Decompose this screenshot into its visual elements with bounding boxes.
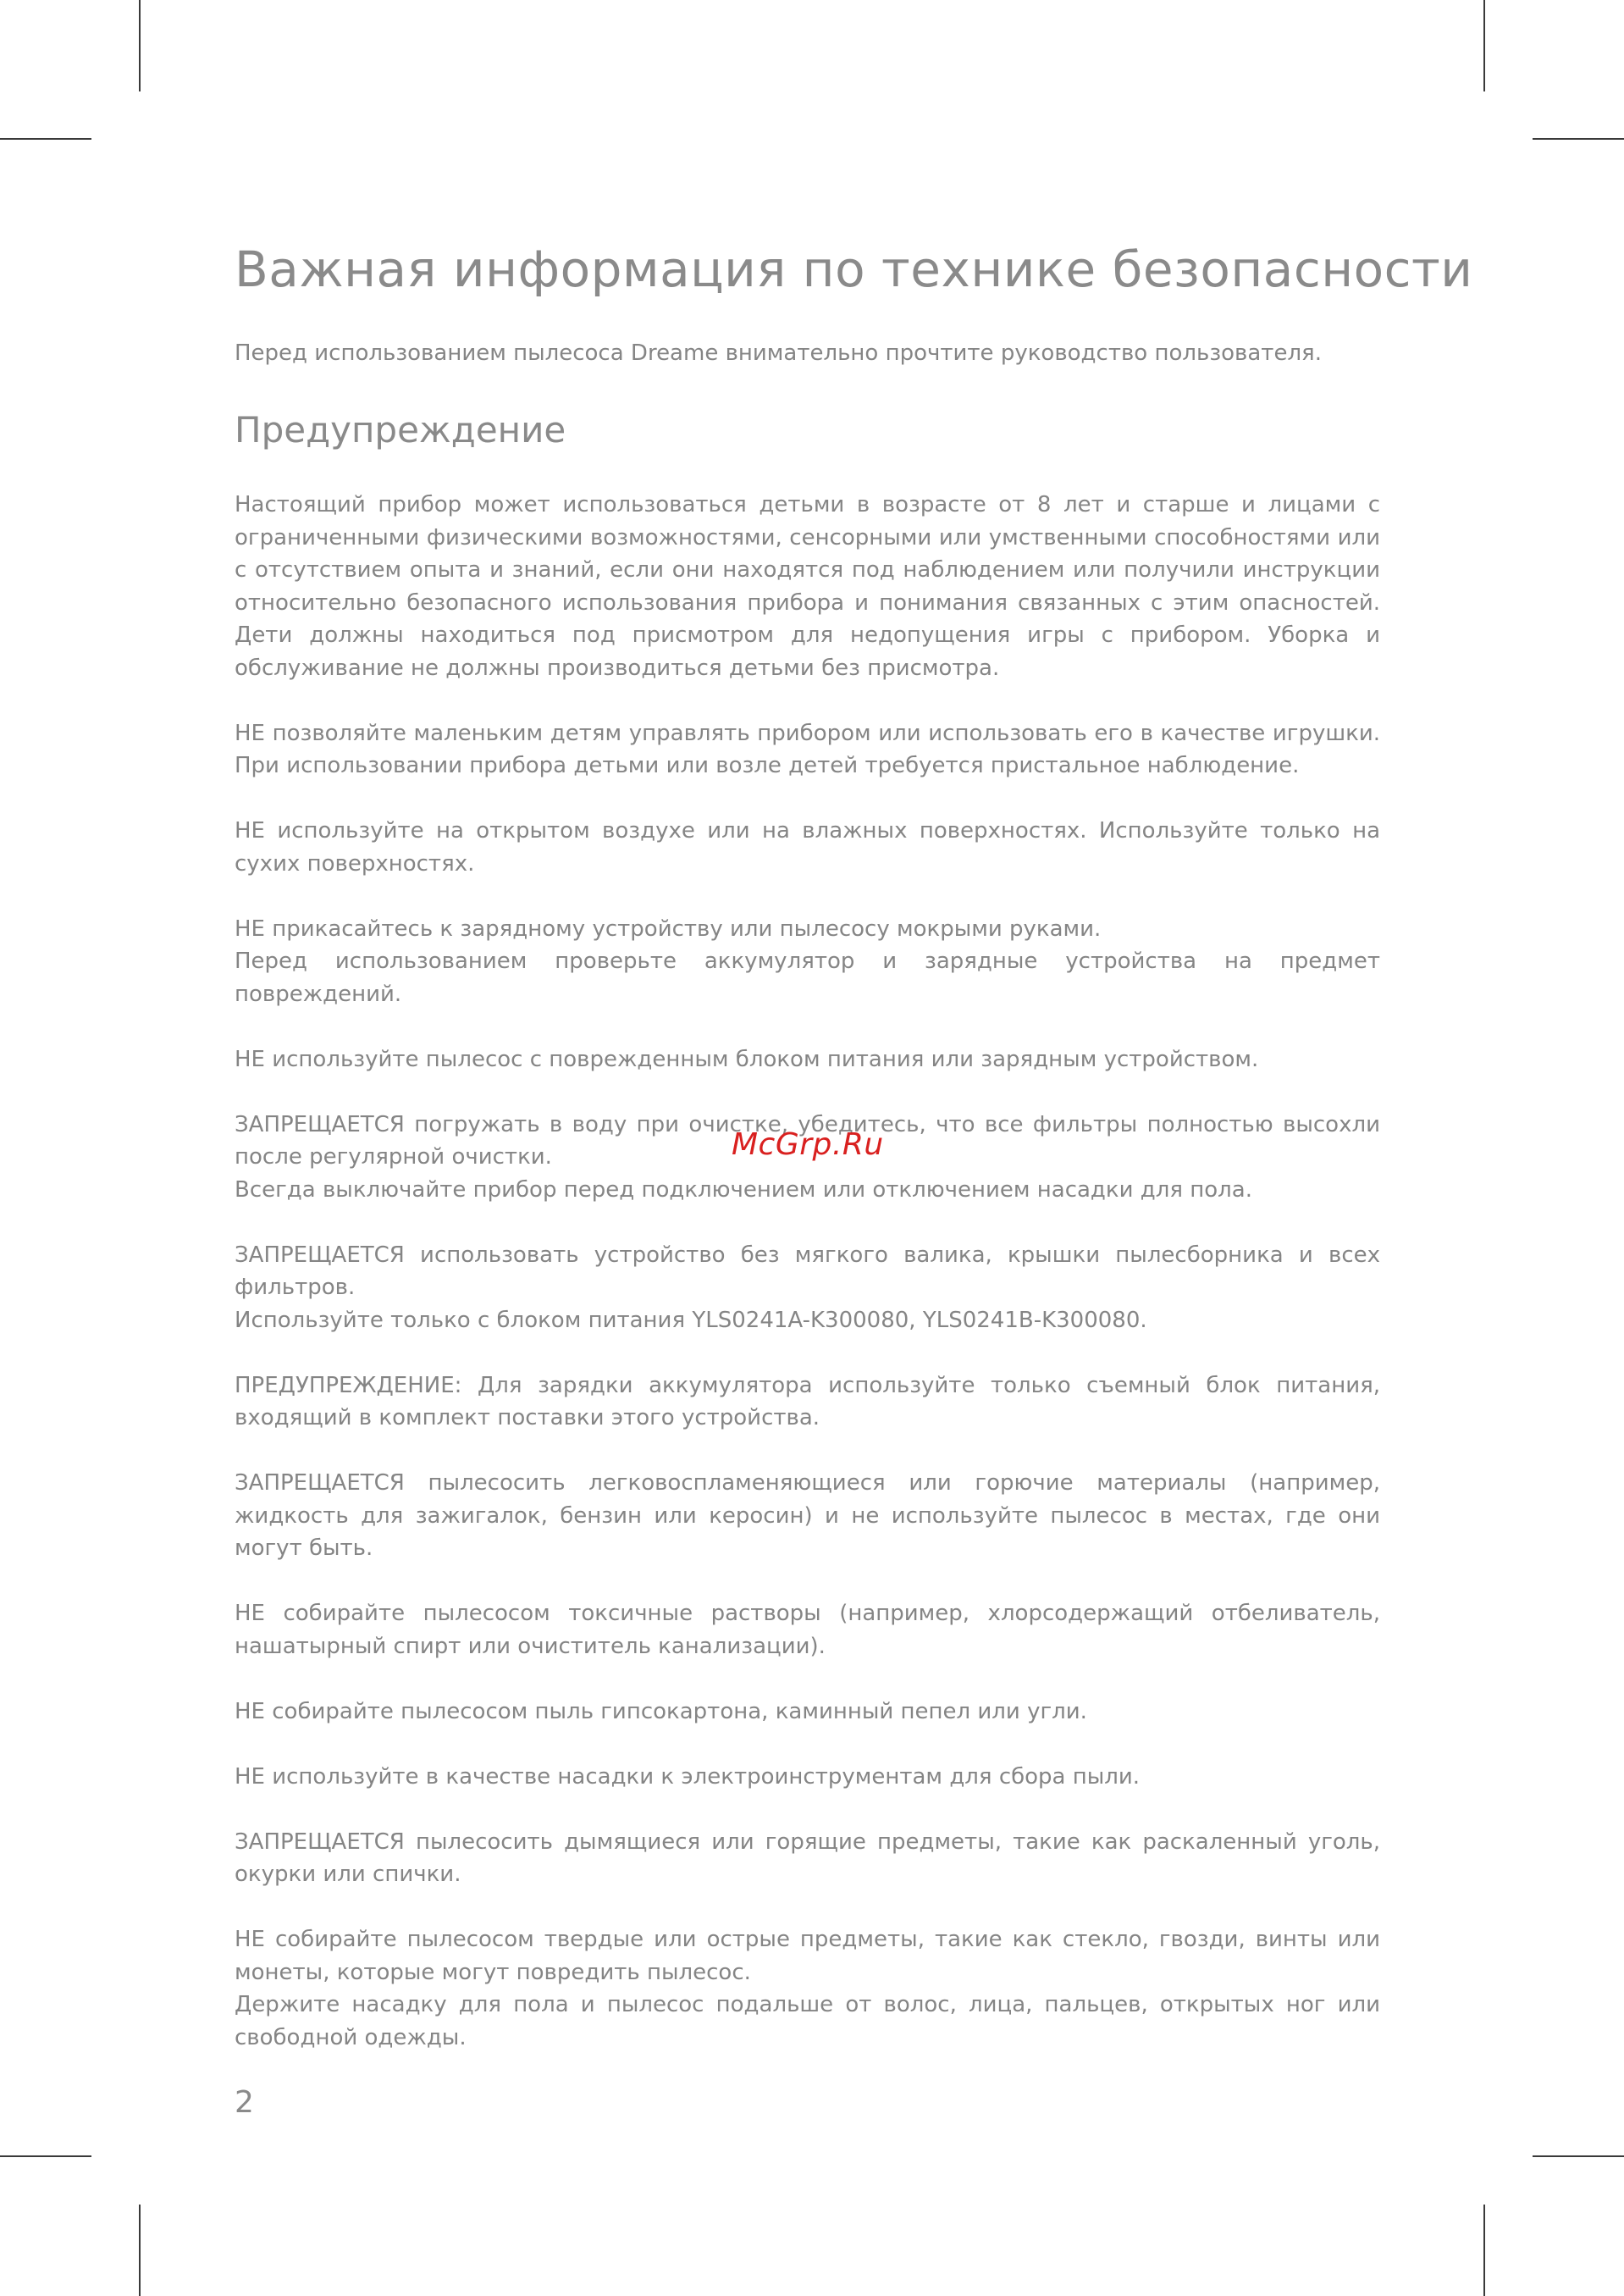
crop-mark-bottom-right-vertical	[1483, 2205, 1485, 2296]
paragraph-line: Держите насадку для пола и пылесос подальше от волос, лица, пальцев, открытых ног или свободной одежды.	[235, 1992, 1380, 2050]
crop-mark-bottom-right-horizontal	[1533, 2155, 1624, 2157]
paragraph-line: ЗАПРЕЩАЕТСЯ пылесосить дымящиеся или горящие предметы, такие как раскаленный уголь, окурки или спички.	[235, 1829, 1380, 1887]
warning-paragraph	[235, 815, 1380, 880]
warning-paragraph	[235, 717, 1380, 783]
warning-paragraph	[235, 489, 1380, 684]
paragraph-line: НЕ прикасайтесь к зарядному устройству или пылесосу мокрыми руками.	[235, 916, 1102, 942]
section-heading-warning: Предупреждение	[235, 409, 566, 451]
paragraph-line: Перед использованием проверьте аккумулятор и зарядные устройства на предмет повреждений.	[235, 949, 1380, 1007]
paragraph-line: ЗАПРЕЩАЕТСЯ пылесосить легковоспламеняющиеся или горючие материалы (например, жидкость для зажигалок, бензин или керосин) и не используйте пылесос в местах, где они могут быть.	[235, 1470, 1380, 1561]
page-number: 2	[235, 2085, 254, 2120]
paragraph-line: ЗАПРЕЩАЕТСЯ использовать устройство без мягкого валика, крышки пылесборника и всех фильтров.	[235, 1242, 1380, 1300]
paragraph-line: Настоящий прибор может использоваться детьми в возрасте от 8 лет и старше и лицами с ограниченными физическими возможностями, сенсорными или умственными способностями или с отсутствием опыта и знаний, если они находятся под наблюдением или получили инструкции относительно безопасного использования прибора и понимания связанных с этим опасностей. Дети должны находиться под присмотром для недопущения игры с прибором. Уборка и обслуживание не должны производиться детьми без присмотра.	[235, 492, 1380, 681]
paragraph-line: ЗАПРЕЩАЕТСЯ погружать в воду при очистке, убедитесь, что все фильтры полностью высохли после регулярной очистки.	[235, 1111, 1380, 1170]
crop-mark-top-right-vertical	[1483, 0, 1485, 91]
paragraph-line: НЕ используйте в качестве насадки к электроинструментам для сбора пыли.	[235, 1763, 1141, 1790]
warning-paragraph	[235, 1597, 1380, 1663]
paragraph-line: НЕ используйте пылесос с поврежденным блоком питания или зарядным устройством.	[235, 1046, 1259, 1072]
paragraph-line: НЕ позволяйте маленьким детям управлять прибором или использовать его в качестве игрушки. При использовании прибора детьми или возле детей требуется пристальное наблюдение.	[235, 720, 1380, 778]
warning-paragraph	[235, 1043, 1380, 1076]
paragraph-line: Всегда выключайте прибор перед подключением или отключением насадки для пола.	[235, 1176, 1252, 1203]
warning-paragraph	[235, 1761, 1380, 1794]
paragraph-line: Используйте только с блоком питания YLS0241A-K300080, YLS0241B-K300080.	[235, 1307, 1147, 1333]
crop-mark-top-right-horizontal	[1533, 138, 1624, 140]
paragraph-line: НЕ собирайте пылесосом твердые или острые предметы, такие как стекло, гвозди, винты или монеты, которые могут повредить пылесос.	[235, 1927, 1380, 1985]
intro-text: Перед использованием пылесоса Dreame внимательно прочтите руководство пользователя.	[235, 340, 1322, 366]
paragraph-line: ПРЕДУПРЕЖДЕНИЕ: Для зарядки аккумулятора используйте только съемный блок питания, входящий в комплект поставки этого устройства.	[235, 1372, 1380, 1430]
page-title: Важная информация по технике безопасности	[235, 241, 1473, 298]
warning-paragraph	[235, 1826, 1380, 1891]
paragraph-line: НЕ собирайте пылесосом токсичные растворы (например, хлорсодержащий отбеливатель, нашатырный спирт или очиститель канализации).	[235, 1601, 1380, 1659]
warning-paragraph	[235, 1369, 1380, 1435]
warning-paragraph	[235, 1923, 1380, 2054]
crop-mark-bottom-left-vertical	[139, 2205, 141, 2296]
crop-mark-top-left-vertical	[139, 0, 141, 91]
warning-paragraphs	[235, 489, 1380, 2054]
crop-mark-top-left-horizontal	[0, 138, 91, 140]
warning-paragraph	[235, 1467, 1380, 1565]
warning-paragraph	[235, 1696, 1380, 1729]
warning-paragraph	[235, 1239, 1380, 1337]
paragraph-line: НЕ собирайте пылесосом пыль гипсокартона, каминный пепел или угли.	[235, 1698, 1087, 1724]
watermark: McGrp.Ru	[732, 1127, 884, 1162]
paragraph-line: НЕ используйте на открытом воздухе или на влажных поверхностях. Используйте только на сухих поверхностях.	[235, 818, 1380, 877]
crop-mark-bottom-left-horizontal	[0, 2155, 91, 2157]
warning-paragraph	[235, 913, 1380, 1011]
